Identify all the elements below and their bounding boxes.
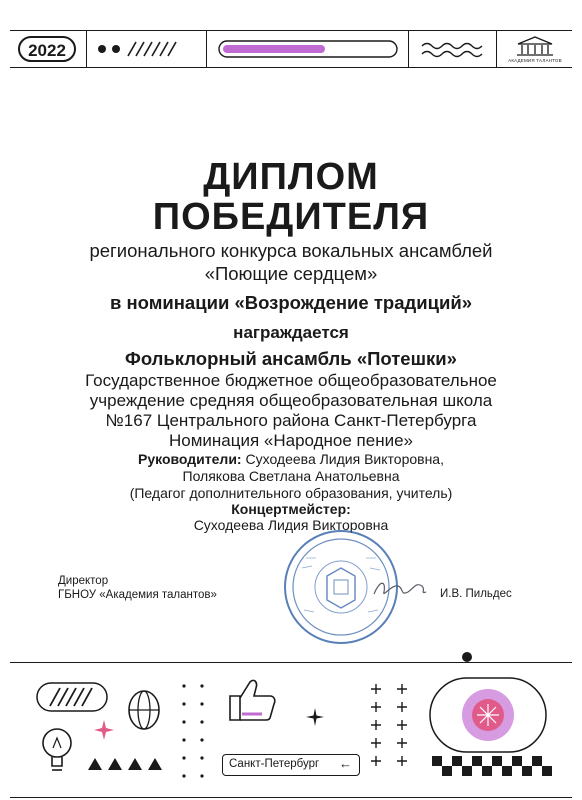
thumbs-up-icon: [226, 676, 278, 724]
divider: [408, 30, 409, 68]
record-badge-icon: [428, 676, 548, 754]
leader-name-1: Суходеева Лидия Викторовна,: [245, 451, 444, 467]
header-bar: [10, 30, 572, 68]
sparkle-icon: [94, 720, 114, 740]
leaders-line: [0, 451, 582, 467]
divider: [496, 30, 497, 68]
city-name: Санкт-Петербург: [229, 758, 320, 770]
wave-icon: [420, 40, 486, 60]
title-winner: ПОБЕДИТЕЛЯ: [152, 196, 430, 238]
accompanist-label: Концертмейстер:: [231, 501, 351, 517]
year-badge: 2022: [18, 36, 76, 62]
plus-grid-icon: [370, 680, 414, 780]
title-diploma: ДИПЛОМ: [203, 156, 379, 198]
organization-line-3: №167 Центрального района Санкт-Петербурга: [105, 411, 477, 430]
awarded-label: награждается: [233, 323, 349, 342]
director-org: ГБНОУ «Академия талантов»: [58, 589, 217, 601]
recipient-name: Фольклорный ансамбль «Потешки»: [125, 348, 457, 369]
progress-bar: [218, 40, 398, 58]
city-label-box: [222, 754, 360, 776]
leader-role: (Педагог дополнительного образования, учитель): [129, 485, 453, 501]
sub-nomination: Номинация «Народное пение»: [168, 431, 414, 450]
star-icon: [306, 708, 324, 726]
contest-name-line-1: регионального конкурса вокальных ансамблей: [89, 240, 493, 261]
header-top-line: [10, 30, 572, 31]
leaders-label: Руководители:: [138, 451, 242, 467]
checkerboard-icon: [432, 756, 552, 780]
academy-logo-icon: [510, 34, 560, 58]
leader-name-2: Полякова Светлана Анатольевна: [182, 468, 400, 484]
footer-top-line: [10, 662, 572, 663]
triangles-icon: [88, 756, 162, 772]
stripes-icon: [36, 682, 108, 712]
arrow-left-icon: ←: [339, 756, 352, 771]
organization-line-2: учреждение средняя общеобразовательная школа: [89, 391, 493, 410]
divider: [206, 30, 207, 68]
logo-text: АКАДЕМИЯ ТАЛАНТОВ: [508, 58, 562, 63]
accompanist-name: Суходеева Лидия Викторовна: [193, 517, 389, 533]
director-title: Директор: [58, 575, 109, 587]
header-bottom-line: [10, 67, 572, 68]
organization-line-1: Государственное бюджетное общеобразовательное: [85, 371, 497, 390]
nomination: в номинации «Возрождение традиций»: [109, 292, 473, 313]
divider: [86, 30, 87, 68]
lightbulb-icon: [40, 726, 74, 776]
dot-grid-icon: [178, 682, 210, 782]
signature-icon: [370, 576, 430, 602]
contest-name-line-2: «Поющие сердцем»: [204, 263, 378, 284]
director-name: И.В. Пильдес: [440, 588, 512, 600]
footer-bottom-line: [10, 797, 572, 798]
dots-pattern-icon: [94, 39, 190, 59]
globe-icon: [126, 688, 162, 732]
footer-dot: [462, 652, 472, 662]
